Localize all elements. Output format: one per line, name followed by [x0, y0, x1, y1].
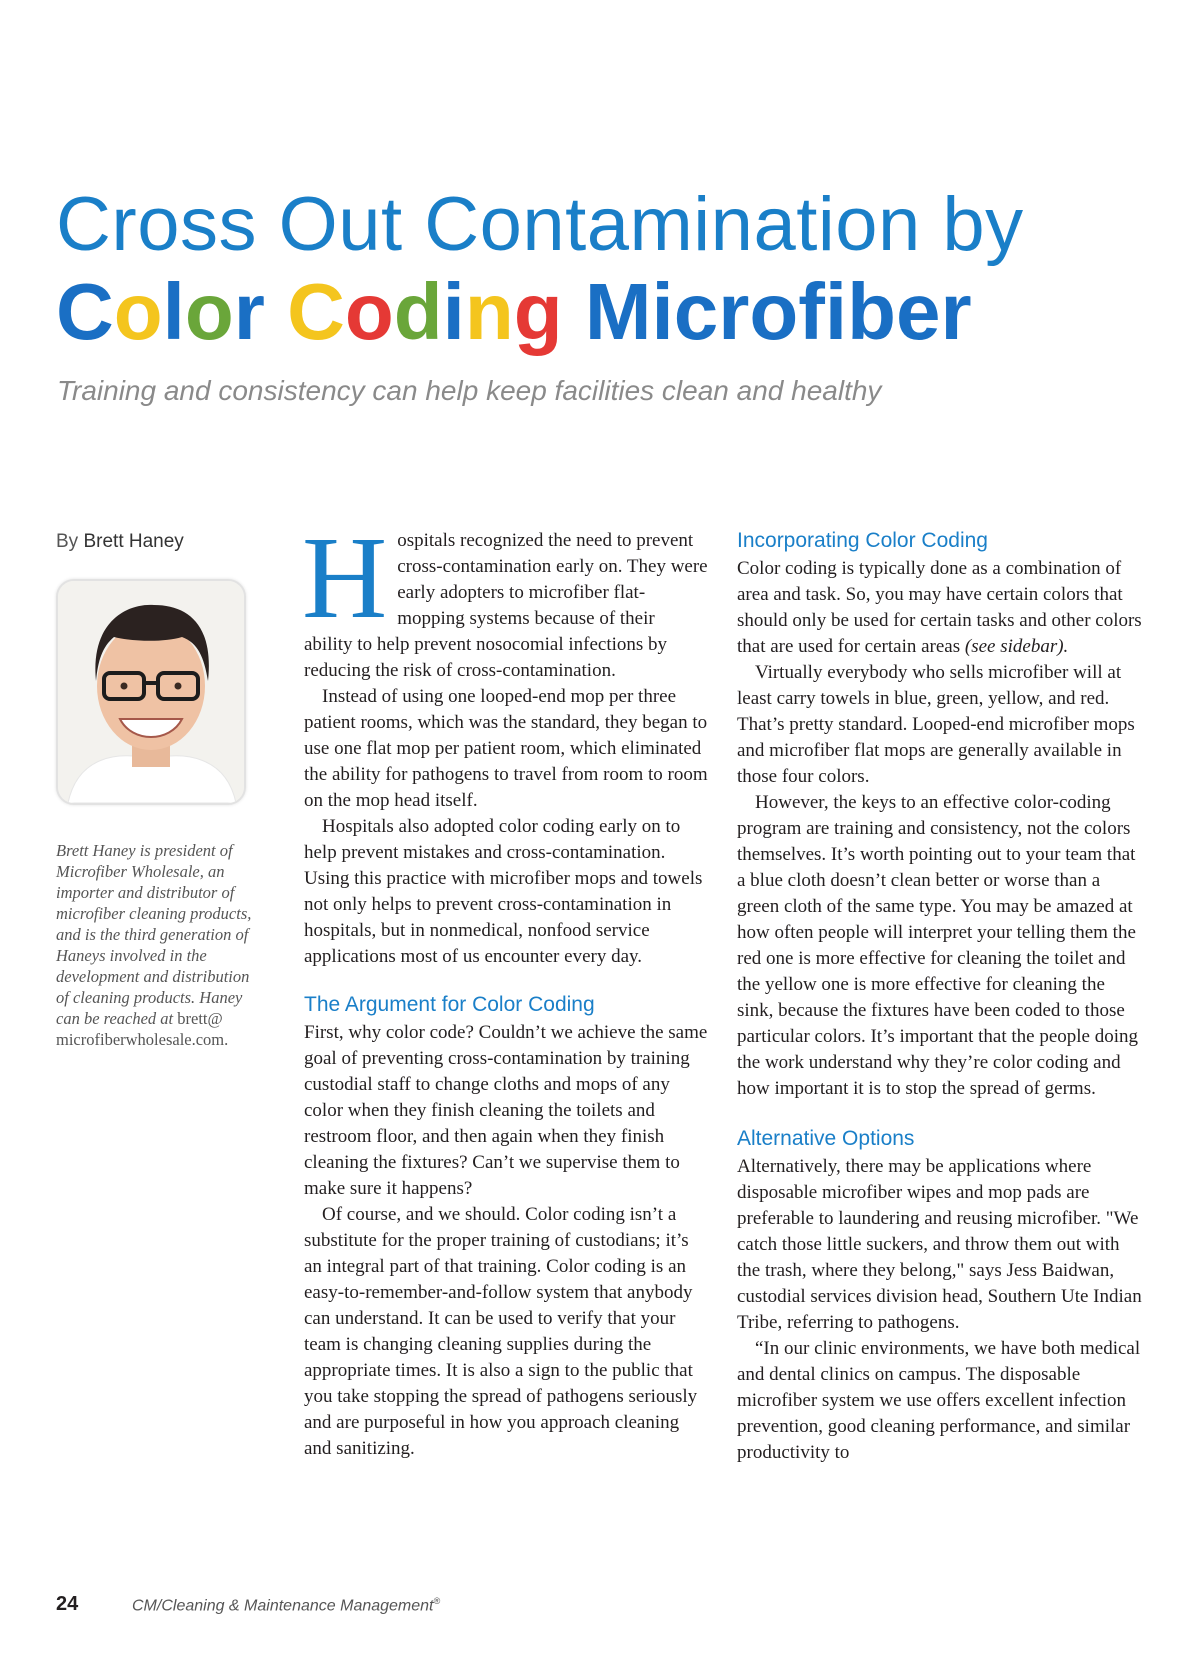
section-heading: Incorporating Color Coding — [737, 529, 988, 552]
author-bio — [56, 840, 256, 1050]
title-letter — [265, 267, 287, 356]
page-number: 24 — [56, 1593, 79, 1615]
title-letter: o — [113, 267, 163, 356]
paragraph: Instead of using one looped-end mop per three patient rooms, which was the standard, they began to use one flat mop per patient room, which eliminated the ability for pathogens to travel from room to room on the mop head itself. — [304, 686, 708, 811]
paragraph — [302, 512, 708, 684]
title-letter: d — [393, 267, 443, 356]
title-letter: i — [442, 267, 465, 356]
article-title-line-2 — [56, 268, 972, 356]
title-letter: o — [184, 267, 234, 356]
paragraph: However, the keys to an effective color-coding program are training and consistency, not the colors themselves. It’s worth pointing out to your team that a blue cloth doesn’t clean better or worse than a green cloth of the same type. You may be amazed at how often people will interpret your telling them the red one is more effective for cleaning the toilet and the yellow one is more effective for cleaning the sink, because the fixtures have been coded to those particular colors. It’s important that the people doing the work understand why they’re color coding and how important it is to stop the spread of germs. — [737, 792, 1139, 1099]
byline — [56, 531, 184, 553]
paragraph — [737, 556, 1145, 660]
title-letter: l — [162, 267, 185, 356]
title-letter: g — [513, 267, 563, 356]
author-name: Brett Haney — [83, 531, 184, 552]
sidebar-reference: (see sidebar). — [964, 636, 1069, 657]
byline-prefix: By — [56, 531, 79, 552]
article-column-2 — [737, 528, 1145, 1466]
title-letter: Microfiber — [562, 267, 972, 356]
publication-title: CM/Cleaning & Maintenance Management — [132, 1597, 434, 1615]
paragraph-text: Color coding is typically done as a combination of area and task. So, you may have certain colors that should only be used for certain tasks and other colors that are used for certain areas — [737, 558, 1142, 657]
section-heading: The Argument for Color Coding — [304, 993, 595, 1016]
title-letter: n — [464, 267, 514, 356]
article-subtitle: Training and consistency can help keep facilities clean and healthy — [57, 375, 882, 406]
registered-mark: ® — [433, 1596, 441, 1606]
drop-cap: H — [302, 512, 388, 643]
paragraph: Of course, and we should. Color coding isn’t a substitute for the proper training of custodians; it’s an integral part of that training. Color coding is an easy-to-remember-and-follow system that anybody can understand. It can be used to verify that your team is changing cleaning supplies during the appropriate times. It is also a sign to the public that you take stopping the spread of pathogens seriously and are purposeful in how you approach cleaning and sanitizing. — [304, 1204, 698, 1459]
title-letter: o — [344, 267, 394, 356]
paragraph: Virtually everybody who sells microfiber will at least carry towels in blue, green, yellow, and red. That’s pretty standard. Looped-end microfiber mops and microfiber flat mops are generally available in those four colors. — [737, 662, 1135, 787]
article-column-1 — [302, 512, 708, 1462]
section-heading: Alternative Options — [737, 1127, 915, 1150]
paragraph-text: ospitals recognized the need to prevent cross-contamination early on. They were early adopters to microfiber flat-mopping systems because of their ability to help prevent nosocomial infections by reducing the risk of cross-contamination. — [304, 530, 708, 681]
paragraph: Alternatively, there may be applications where disposable microfiber wipes and mop pads are preferable to laundering and reusing microfiber. "We catch those little suckers, and throw them out with the trash, where they belong," says Jess Baidwan, custodial services division head, Southern Ute Indian Tribe, referring to pathogens. — [737, 1156, 1142, 1333]
author-portrait-image — [58, 581, 244, 803]
publication-name — [132, 1596, 440, 1615]
paragraph: Hospitals also adopted color coding early on to help prevent mistakes and cross-contamination. Using this practice with microfiber mops and towels not only helps to prevent cross-contamination in hospitals, but in nonmedical, nonfood service applications most of us encounter every day. — [304, 816, 703, 967]
paragraph: First, why color code? Couldn’t we achieve the same goal of preventing cross-contamination by training custodial staff to change cloths and mops of any color when they finish cleaning the toilets and restroom floor, and then again when they finish cleaning the fixtures? Can’t we supervise them to make sure it happens? — [304, 1022, 708, 1199]
author-email: brett@ microfiberwholesale.com. — [56, 1009, 229, 1049]
article-title-line-1: Cross Out Contamination by — [56, 182, 1024, 267]
author-photo — [56, 579, 246, 805]
title-letter: r — [233, 267, 265, 356]
title-letter: C — [287, 267, 345, 356]
paragraph: “In our clinic environments, we have both medical and dental clinics on campus. The disposable microfiber system we use offers excellent infection prevention, good cleaning performance, and similar productivity to — [737, 1338, 1141, 1463]
title-letter: C — [56, 267, 114, 356]
author-bio-text: Brett Haney is president of Microfiber Wholesale, an importer and distributor of microfiber cleaning products, and is the third generation of Haneys involved in the development and distribution of cleaning products. Haney can be reached at — [56, 841, 252, 1028]
